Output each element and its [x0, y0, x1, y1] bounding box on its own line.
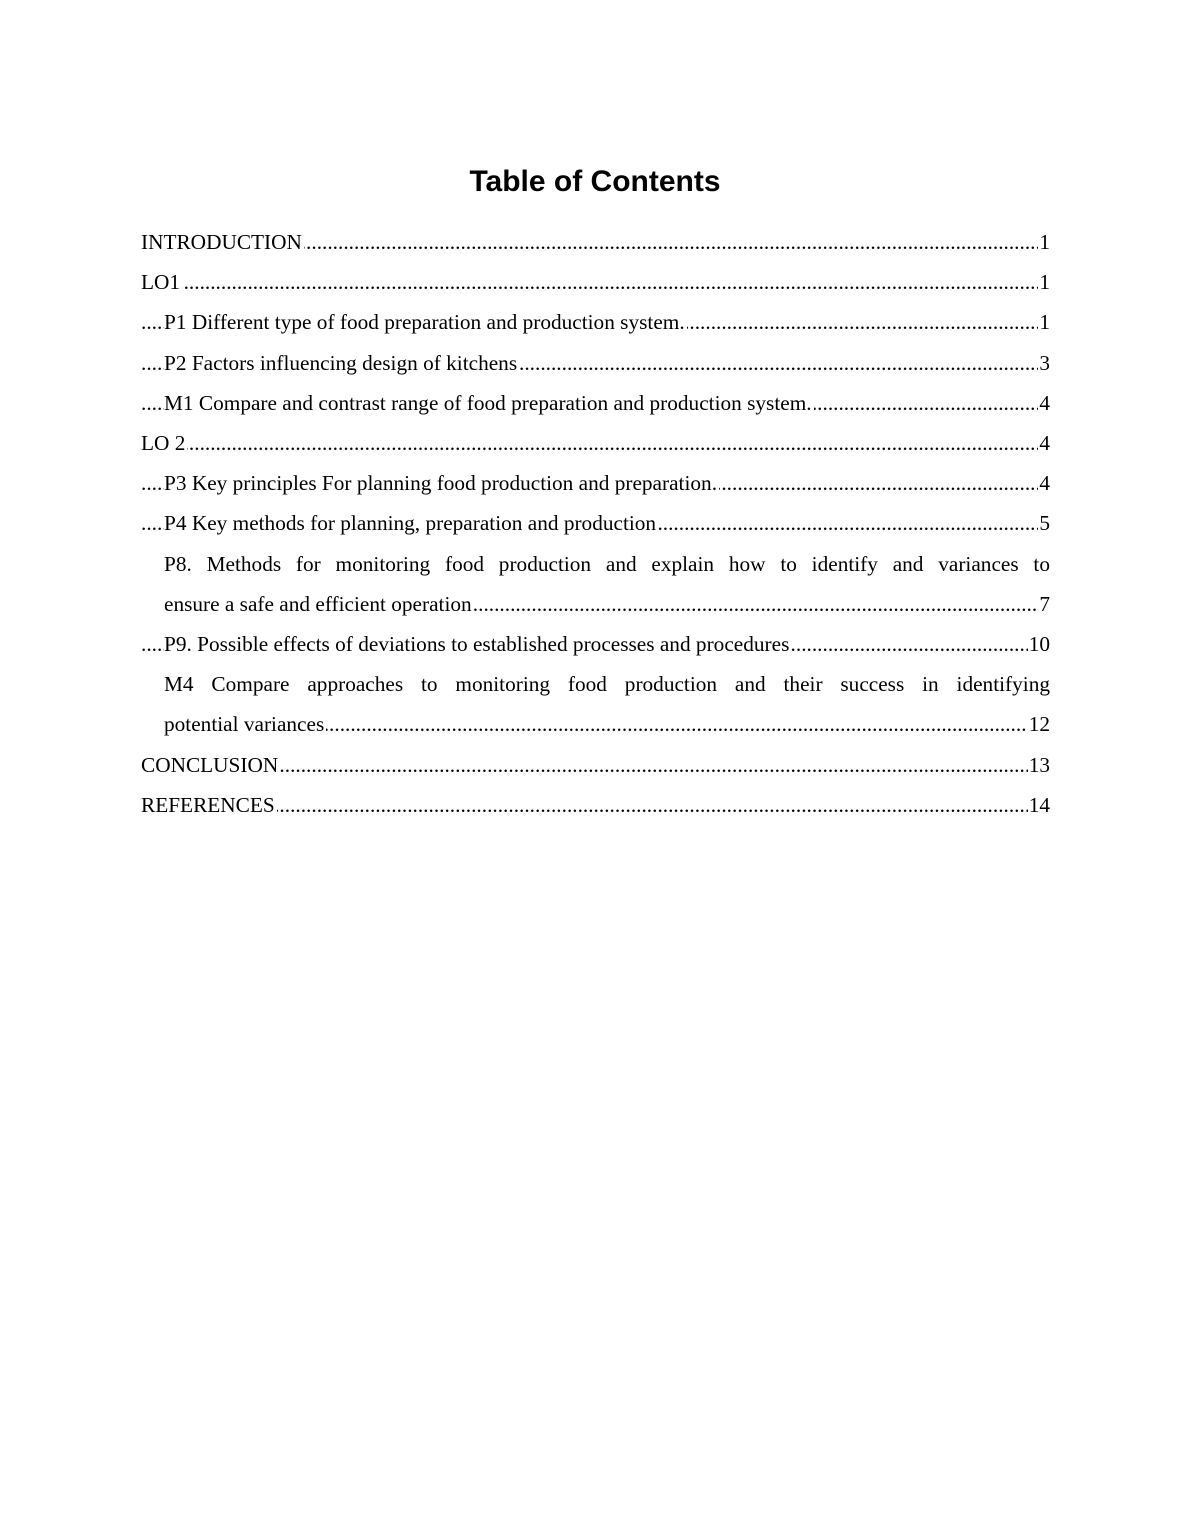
- toc-page-number: 1: [1038, 262, 1050, 302]
- toc-entry-conclusion[interactable]: [141, 745, 1050, 785]
- toc-page-number: 13: [1028, 745, 1050, 785]
- toc-entry-label-line2: ensure a safe and efficient operation: [164, 591, 472, 616]
- toc-page-number: 12: [1028, 704, 1050, 744]
- toc-page-number: 14: [1028, 785, 1050, 825]
- toc-entry-p8[interactable]: [141, 544, 1050, 624]
- toc-entry-label: LO 2: [141, 431, 186, 456]
- toc-entry-label: P9. Possible effects of deviations to established processes and procedures: [164, 632, 790, 657]
- toc-entry-label: INTRODUCTION: [141, 230, 302, 254]
- toc-entry-label: REFERENCES: [141, 792, 275, 817]
- toc-entry-introduction[interactable]: [141, 222, 1050, 262]
- toc-page-number: 7: [1038, 584, 1050, 624]
- toc-entry-line2: [164, 704, 1050, 744]
- toc-page-number: 10: [1028, 624, 1050, 664]
- toc-page-number: 1: [1038, 222, 1050, 262]
- toc-entry-label: P2 Factors influencing design of kitchens: [164, 350, 518, 375]
- table-of-contents: [141, 222, 1050, 825]
- toc-entry-label-line1: P8. Methods for monitoring food production and explain how to identify and variances to: [164, 551, 1050, 576]
- toc-entry-label: M1 Compare and contrast range of food preparation and production system.: [164, 390, 812, 415]
- toc-entry-m1[interactable]: [141, 383, 1050, 423]
- toc-page-number: 1: [1038, 302, 1050, 342]
- toc-entry-p1[interactable]: [141, 302, 1050, 342]
- toc-entry-p9[interactable]: [141, 624, 1050, 664]
- page-title: Table of Contents: [469, 165, 721, 198]
- toc-entry-lo1[interactable]: [141, 262, 1050, 302]
- toc-entry-label: P3 Key principles For planning food production and preparation.: [164, 471, 718, 496]
- toc-entry-m4[interactable]: [141, 664, 1050, 744]
- toc-page-number: 4: [1038, 383, 1050, 423]
- toc-page-number: 4: [1038, 463, 1050, 503]
- toc-page-number: 3: [1038, 343, 1050, 383]
- toc-entry-lo2[interactable]: [141, 423, 1050, 463]
- toc-entry-references[interactable]: [141, 785, 1050, 825]
- toc-entry-p3[interactable]: [141, 463, 1050, 503]
- toc-entry-label: P1 Different type of food preparation and production system.: [164, 310, 685, 335]
- toc-entry-p2[interactable]: [141, 343, 1050, 383]
- toc-entry-label: CONCLUSION: [141, 752, 279, 777]
- toc-entry-label-line2: potential variances: [164, 712, 325, 737]
- toc-entry-label: P4 Key methods for planning, preparation and production: [164, 511, 657, 536]
- toc-page-number: 5: [1038, 503, 1050, 543]
- toc-entry-label-line1: M4 Compare approaches to monitoring food production and their success in identifying: [164, 672, 1050, 697]
- toc-entry-line2: [164, 584, 1050, 624]
- toc-entry-label: LO1: [141, 270, 181, 295]
- toc-page-number: 4: [1038, 423, 1050, 463]
- toc-entry-p4[interactable]: [141, 503, 1050, 543]
